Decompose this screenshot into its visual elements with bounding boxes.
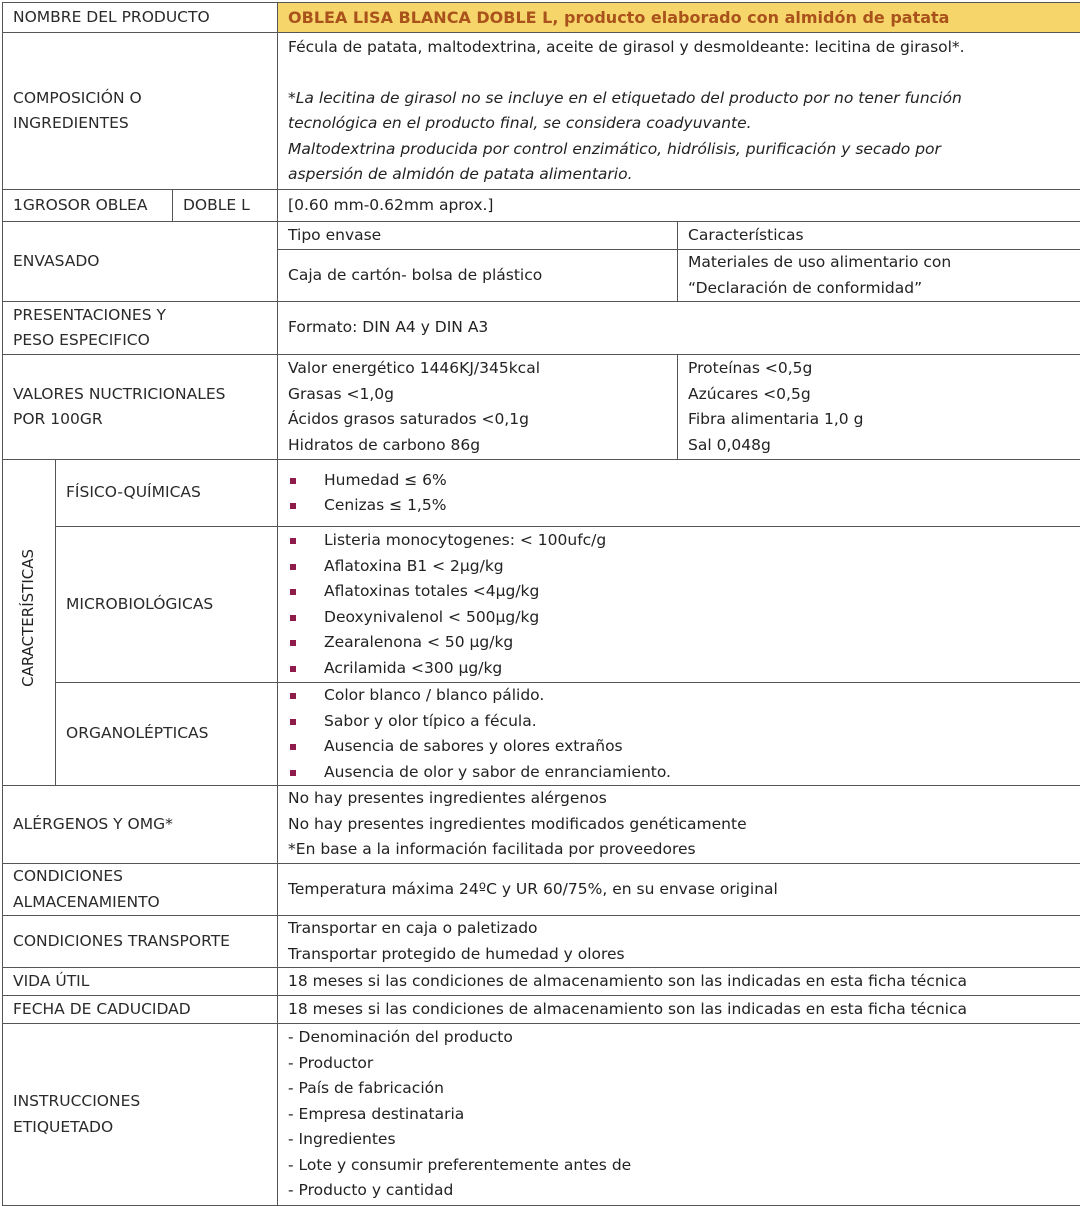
row-labeling	[3, 1024, 1080, 1206]
packaging-col2-header: Características	[678, 222, 1080, 250]
row-physico-chemical	[3, 460, 1080, 527]
bullet-square-icon	[290, 503, 296, 509]
row-shelf-life	[3, 968, 1080, 996]
allergens-line: No hay presentes ingredientes modificados genéticamente	[288, 812, 1072, 838]
list-item-text: Acrilamida <300 µg/kg	[324, 659, 502, 677]
list-item	[288, 734, 1072, 760]
presentations-value: Formato: DIN A4 y DIN A3	[278, 302, 1080, 355]
list-item	[288, 709, 1072, 735]
composition-note: tecnológica en el producto final, se considera coadyuvante.	[288, 111, 1072, 137]
bullet-square-icon	[290, 589, 296, 595]
packaging-col1-value: Caja de cartón- bolsa de plástico	[278, 250, 678, 302]
row-product-name	[3, 3, 1080, 33]
thickness-label: 1GROSOR OBLEA	[3, 190, 173, 222]
labeling-item: - Lote y consumir preferentemente antes de	[288, 1153, 1072, 1179]
organoleptic-label: ORGANOLÉPTICAS	[56, 683, 278, 786]
list-item	[288, 760, 1072, 786]
nutrition-value: Grasas <1,0g	[288, 382, 667, 408]
row-nutrition	[3, 355, 1080, 460]
list-item	[288, 579, 1072, 605]
transport-label: CONDICIONES TRANSPORTE	[3, 916, 278, 968]
bullet-square-icon	[290, 770, 296, 776]
composition-value	[278, 33, 1080, 190]
labeling-item: - Empresa destinataria	[288, 1102, 1072, 1128]
storage-label-line: ALMACENAMIENTO	[13, 890, 267, 916]
packaging-label: ENVASADO	[3, 222, 278, 302]
microbiological-list	[278, 527, 1080, 683]
nutrition-value: Valor energético 1446KJ/345kcal	[288, 356, 667, 382]
list-item	[288, 493, 1072, 519]
allergens-line: *En base a la información facilitada por proveedores	[288, 837, 1072, 863]
characteristics-label-text: CARACTERÍSTICAS	[16, 549, 42, 687]
bullet-square-icon	[290, 478, 296, 484]
row-composition	[3, 33, 1080, 190]
composition-label-line: COMPOSICIÓN O	[13, 86, 267, 112]
labeling-item: - País de fabricación	[288, 1076, 1072, 1102]
thickness-type: DOBLE L	[173, 190, 278, 222]
physico-chemical-label: FÍSICO-QUÍMICAS	[56, 460, 278, 527]
bullet-square-icon	[290, 615, 296, 621]
labeling-item: - Denominación del producto	[288, 1025, 1072, 1051]
row-packaging-header	[3, 222, 1080, 250]
labeling-item: - Productor	[288, 1051, 1072, 1077]
list-item-text: Ausencia de sabores y olores extraños	[324, 737, 623, 755]
list-item	[288, 605, 1072, 631]
labeling-label-line: INSTRUCCIONES	[13, 1089, 267, 1115]
nutrition-value: Sal 0,048g	[688, 433, 1072, 459]
labeling-item: - Ingredientes	[288, 1127, 1072, 1153]
nutrition-value: Proteínas <0,5g	[688, 356, 1072, 382]
bullet-square-icon	[290, 744, 296, 750]
transport-value	[278, 916, 1080, 968]
list-item-text: Color blanco / blanco pálido.	[324, 686, 544, 704]
list-item	[288, 683, 1072, 709]
bullet-square-icon	[290, 640, 296, 646]
product-name-value: OBLEA LISA BLANCA DOBLE L, producto elaborado con almidón de patata	[278, 3, 1080, 33]
row-microbiological	[3, 527, 1080, 683]
presentations-label-line: PESO ESPECIFICO	[13, 328, 267, 354]
packaging-col1-header: Tipo envase	[278, 222, 678, 250]
list-item-text: Humedad ≤ 6%	[324, 471, 447, 489]
expiry-label: FECHA DE CADUCIDAD	[3, 996, 278, 1024]
bullet-square-icon	[290, 719, 296, 725]
nutrition-label-line: VALORES NUCTRICIONALES	[13, 382, 267, 408]
labeling-list	[278, 1024, 1080, 1206]
list-item	[288, 630, 1072, 656]
composition-label	[3, 33, 278, 190]
list-item	[288, 528, 1072, 554]
row-expiry	[3, 996, 1080, 1024]
spacer	[288, 60, 1072, 86]
list-item	[288, 656, 1072, 682]
list-item	[288, 468, 1072, 494]
composition-note: Maltodextrina producida por control enzimático, hidrólisis, purificación y secado por	[288, 137, 1072, 163]
bullet-square-icon	[290, 538, 296, 544]
packaging-col2-line: Materiales de uso alimentario con	[688, 250, 1072, 276]
nutrition-right	[678, 355, 1080, 460]
list-item-text: Sabor y olor típico a fécula.	[324, 712, 537, 730]
physico-chemical-list	[278, 460, 1080, 527]
composition-note: *La lecitina de girasol no se incluye en el etiquetado del producto por no tener función	[288, 86, 1072, 112]
shelf-life-label: VIDA ÚTIL	[3, 968, 278, 996]
allergens-value	[278, 786, 1080, 864]
list-item-text: Ausencia de olor y sabor de enranciamiento.	[324, 763, 671, 781]
characteristics-label	[3, 460, 56, 786]
row-presentations	[3, 302, 1080, 355]
labeling-label	[3, 1024, 278, 1206]
storage-label-line: CONDICIONES	[13, 864, 267, 890]
presentations-label	[3, 302, 278, 355]
organoleptic-list	[278, 683, 1080, 786]
composition-label-line: INGREDIENTES	[13, 111, 267, 137]
row-transport	[3, 916, 1080, 968]
allergens-line: No hay presentes ingredientes alérgenos	[288, 786, 1072, 812]
bullet-square-icon	[290, 666, 296, 672]
row-storage	[3, 864, 1080, 916]
list-item-text: Zearalenona < 50 µg/kg	[324, 633, 513, 651]
labeling-label-line: ETIQUETADO	[13, 1115, 267, 1141]
storage-value: Temperatura máxima 24ºC y UR 60/75%, en su envase original	[278, 864, 1080, 916]
ingredients-text: Fécula de patata, maltodextrina, aceite de girasol y desmoldeante: lecitina de girasol*.	[288, 35, 1072, 61]
nutrition-value: Azúcares <0,5g	[688, 382, 1072, 408]
thickness-value: [0.60 mm-0.62mm aprox.]	[278, 190, 1080, 222]
transport-line: Transportar protegido de humedad y olores	[288, 942, 1072, 968]
row-thickness	[3, 190, 1080, 222]
spec-table	[2, 2, 1080, 1206]
nutrition-left	[278, 355, 678, 460]
bullet-square-icon	[290, 693, 296, 699]
packaging-col2-line: “Declaración de conformidad”	[688, 276, 1072, 302]
nutrition-value: Ácidos grasos saturados <0,1g	[288, 407, 667, 433]
nutrition-label-line: POR 100GR	[13, 407, 267, 433]
nutrition-value: Fibra alimentaria 1,0 g	[688, 407, 1072, 433]
list-item-text: Deoxynivalenol < 500µg/kg	[324, 608, 539, 626]
list-item-text: Aflatoxinas totales <4µg/kg	[324, 582, 539, 600]
list-item-text: Aflatoxina B1 < 2µg/kg	[324, 557, 504, 575]
storage-label	[3, 864, 278, 916]
allergens-label: ALÉRGENOS Y OMG*	[3, 786, 278, 864]
composition-note: aspersión de almidón de patata alimentario.	[288, 162, 1072, 188]
expiry-value: 18 meses si las condiciones de almacenamiento son las indicadas en esta ficha técnica	[278, 996, 1080, 1024]
transport-line: Transportar en caja o paletizado	[288, 916, 1072, 942]
nutrition-label	[3, 355, 278, 460]
labeling-item: - Producto y cantidad	[288, 1178, 1072, 1204]
list-item	[288, 554, 1072, 580]
row-allergens	[3, 786, 1080, 864]
packaging-col2-value	[678, 250, 1080, 302]
presentations-label-line: PRESENTACIONES Y	[13, 303, 267, 329]
product-name-label: NOMBRE DEL PRODUCTO	[3, 3, 278, 33]
bullet-square-icon	[290, 564, 296, 570]
microbiological-label: MICROBIOLÓGICAS	[56, 527, 278, 683]
list-item-text: Listeria monocytogenes: < 100ufc/g	[324, 531, 606, 549]
shelf-life-value: 18 meses si las condiciones de almacenamiento son las indicadas en esta ficha técnica	[278, 968, 1080, 996]
row-organoleptic	[3, 683, 1080, 786]
nutrition-value: Hidratos de carbono 86g	[288, 433, 667, 459]
list-item-text: Cenizas ≤ 1,5%	[324, 496, 446, 514]
